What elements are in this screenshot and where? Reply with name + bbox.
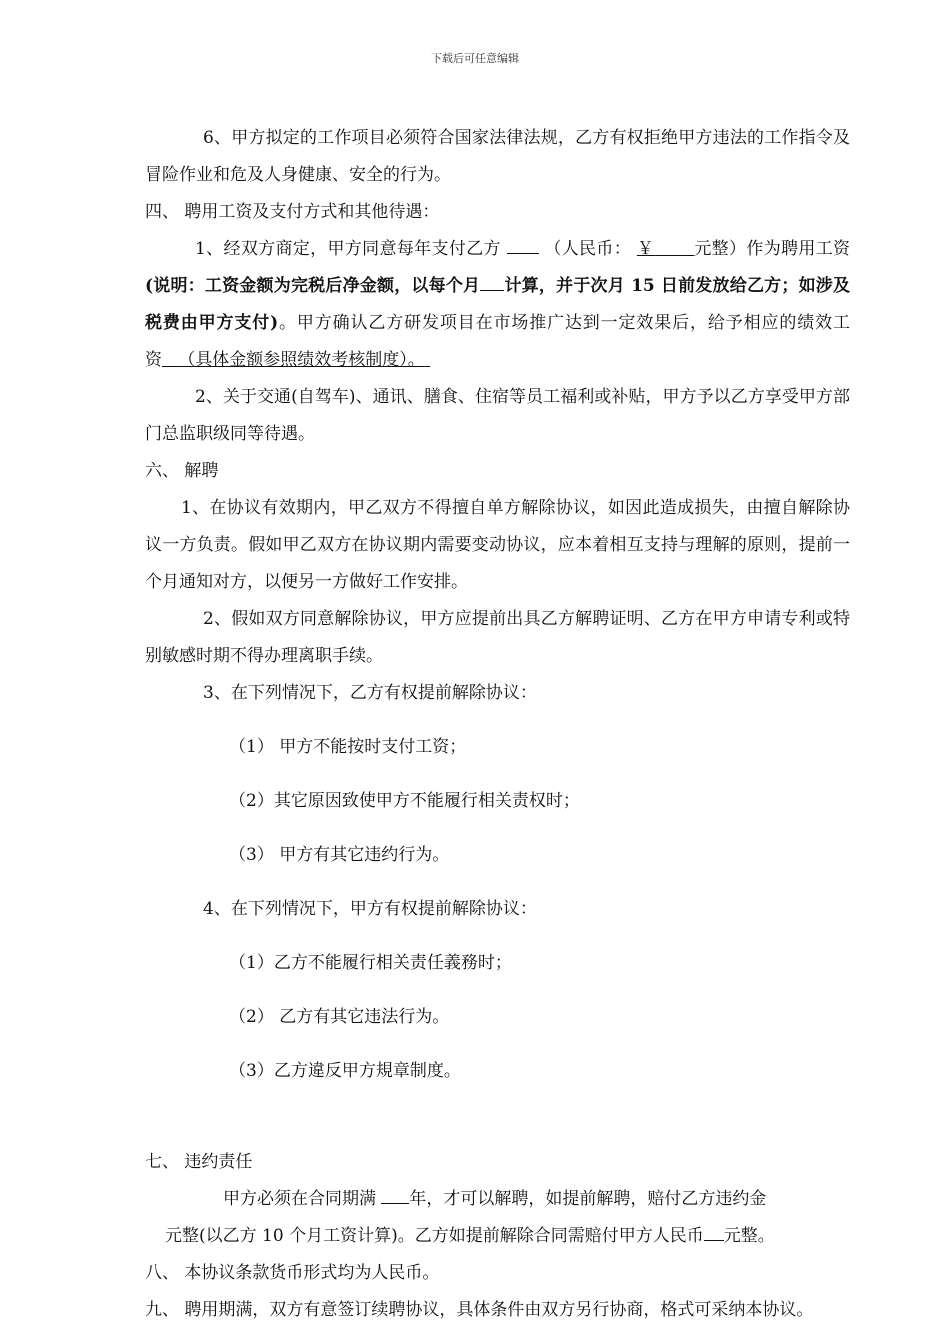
clause-4-1-text-b: （人民币： [544,239,632,259]
list-item: （1） 甲方不能按时支付工资； [229,737,467,757]
clause-6-3: 3、在下列情况下，乙方有权提前解除协议： [203,683,537,703]
clause-4-2: 2、关于交通(自驾车)、通讯、膳食、住宿等员工福利或补贴，甲方予以乙方享受甲方部门总监职级同等待遇。 [145,387,850,444]
penalty-blank [704,1223,724,1241]
term-blank [381,1186,409,1204]
section-4-title: 四、 聘用工资及支付方式和其他待遇： [145,202,440,222]
page-header: 下载后可任意编辑 [431,52,519,65]
yen-symbol: ￥ [636,239,655,259]
clause-4-1 [145,231,850,379]
list-item: （2） 乙方有其它违法行为。 [229,1007,450,1027]
list-item: （2）其它原因致使甲方不能履行相关责权时； [229,791,580,811]
section-6-title: 六、 解聘 [145,461,219,481]
clause-7-text-a: 甲方必须在合同期满 [223,1189,376,1209]
clause-7-text-b: 年，才可以解聘，如提前解聘，赔付乙方违约金 [409,1189,767,1209]
spacer [145,1107,850,1144]
clause-4-1-bold-a: (说明：工资金额为完税后净金额，以每个月 [145,276,481,296]
list-item: （3） 甲方有其它违约行为。 [229,845,450,865]
clause-6-4: 4、在下列情况下，甲方有权提前解除协议： [203,899,537,919]
clause-7-text-c: 元整(以乙方 10 个月工资计算)。乙方如提前解除合同需赔付甲方人民币 [165,1226,704,1246]
section-7-title: 七、 违约责任 [145,1152,253,1172]
month-blank [480,273,504,291]
list-item: （3）乙方違反甲方規章制度。 [229,1061,461,1081]
clause-4-1-text-d: 。甲方确认乙方研发项目在市场推广达到一定效果后，给予相应的绩效工资 [145,313,850,370]
clause-6-1: 1、在协议有效期内，甲乙双方不得擅自单方解除协议，如因此造成损失，由擅自解除协议一方负责。假如甲乙双方在协议期内需要变动协议，应本着相互支持与理解的原则，提前一个月通知对方，以便另一方做好工作安排。 [145,498,850,592]
salary-blank [507,236,539,254]
section-8: 八、 本协议条款货币形式均为人民币。 [145,1263,440,1283]
clause-6: 6、甲方拟定的工作项目必须符合国家法律法规，乙方有权拒绝甲方违法的工作指令及冒险作业和危及人身健康、安全的行为。 [145,128,850,185]
clause-4-1-text-a: 1、经双方商定，甲方同意每年支付乙方 [195,239,501,259]
clause-4-1-text-c: 元整）作为聘用工资 [694,239,851,259]
clause-7 [145,1181,850,1255]
section-9: 九、 聘用期满，双方有意签订续聘协议，具体条件由双方另行协商，格式可采纳本协议。 [145,1300,814,1320]
clause-4-1-bold-b: 计算，并于次月 15 日前发放给乙方；如涉及税费由甲方支付) [145,276,851,333]
performance-pay-note: （具体金额参照绩效考核制度）。 [178,350,425,370]
clause-6-2: 2、假如双方同意解除协议，甲方应提前出具乙方解聘证明、乙方在甲方申请专利或特别敏感时期不得办理离职手续。 [145,609,850,666]
document-body [145,120,850,1329]
clause-7-text-d: 元整。 [723,1226,775,1246]
list-item: （1）乙方不能履行相关责任義務时； [229,953,512,973]
